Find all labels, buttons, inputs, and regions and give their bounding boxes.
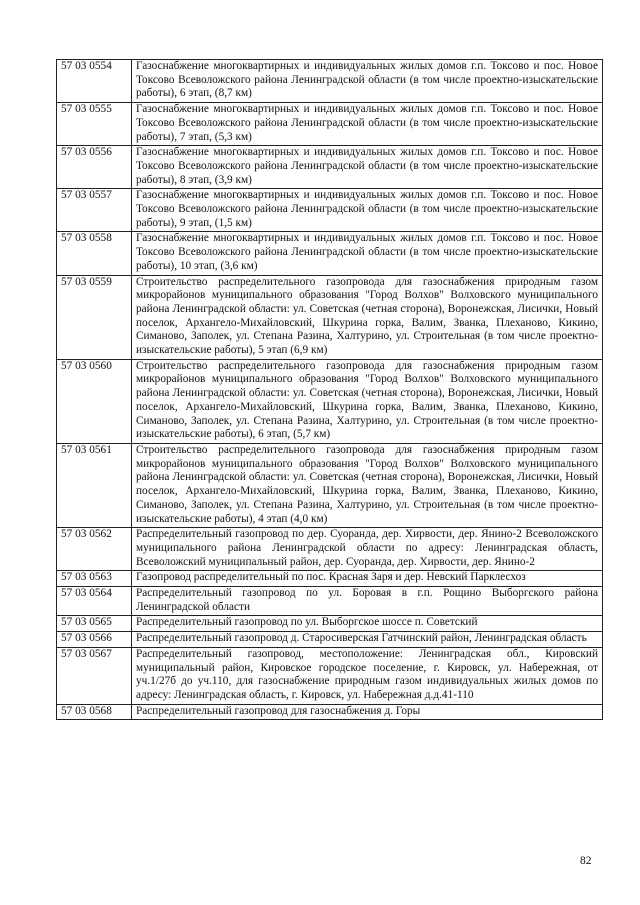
row-description: Газоснабжение многоквартирных и индивидуальных жилых домов г.п. Токсово и пос. Новое Токсово Всеволожского района Ленинградской области (в том числе проектно-изыскательские работы), 10 этап, (3,6 км) — [132, 232, 603, 275]
row-description: Распределительный газопровод для газоснабжения д. Горы — [132, 704, 603, 720]
row-code: 57 03 0554 — [57, 60, 132, 103]
table-row — [57, 146, 603, 189]
row-code: 57 03 0563 — [57, 571, 132, 587]
row-description: Газоснабжение многоквартирных и индивидуальных жилых домов г.п. Токсово и пос. Новое Токсово Всеволожского района Ленинградской области (в том числе проектно-изыскательские работы), 9 этап, (1,5 км) — [132, 189, 603, 232]
row-code: 57 03 0559 — [57, 275, 132, 359]
code-table — [56, 59, 603, 720]
table-row — [57, 189, 603, 232]
table-row — [57, 528, 603, 571]
row-code: 57 03 0566 — [57, 632, 132, 648]
row-code: 57 03 0561 — [57, 443, 132, 527]
row-description: Распределительный газопровод по ул. Выборгское шоссе п. Советский — [132, 616, 603, 632]
row-code: 57 03 0556 — [57, 146, 132, 189]
row-description: Распределительный газопровод по ул. Боровая в г.п. Рощино Выборгского района Ленинградской области — [132, 587, 603, 616]
table-row — [57, 103, 603, 146]
table-row — [57, 60, 603, 103]
row-code: 57 03 0558 — [57, 232, 132, 275]
table-row — [57, 232, 603, 275]
table-row — [57, 359, 603, 443]
row-code: 57 03 0565 — [57, 616, 132, 632]
row-description: Строительство распределительного газопровода для газоснабжения природным газом микрорайонов муниципального образования "Город Волхов" Волховского муниципального района Ленинградской области: ул. Советская (четная сторона), Воронежская, Лисички, Новый поселок, Архангело-Михайловский, Шкурина горка, Валим, Званка, Плеханово, Кикино, Симаново, Заполек, ул. Степана Разина, Халтурино, ул. Строительная (в том числе проектно-изыскательские работы), 4 этап (4,0 км) — [132, 443, 603, 527]
table-row — [57, 616, 603, 632]
row-code: 57 03 0557 — [57, 189, 132, 232]
table-row — [57, 571, 603, 587]
row-code: 57 03 0555 — [57, 103, 132, 146]
table-row — [57, 587, 603, 616]
row-description: Газоснабжение многоквартирных и индивидуальных жилых домов г.п. Токсово и пос. Новое Токсово Всеволожского района Ленинградской области (в том числе проектно-изыскательские работы), 7 этап, (5,3 км) — [132, 103, 603, 146]
row-code: 57 03 0562 — [57, 528, 132, 571]
row-code: 57 03 0567 — [57, 647, 132, 704]
table-row — [57, 443, 603, 527]
row-description: Распределительный газопровод д. Старосиверская Гатчинский район, Ленинградская область — [132, 632, 603, 648]
row-description: Распределительный газопровод, местоположение: Ленинградская обл., Кировский муниципальный район, Кировское городское поселение, г. Кировск, ул. Набережная, от уч.1/27б до уч.110, для газоснабжение природным газом индивидуальных жилых домов по адресу: Ленинградская область, г. Кировск, ул. Набережная д.д.41-110 — [132, 647, 603, 704]
row-description: Строительство распределительного газопровода для газоснабжения природным газом микрорайонов муниципального образования "Город Волхов" Волховского муниципального района Ленинградской области: ул. Советская (четная сторона), Воронежская, Лисички, Новый поселок, Архангело-Михайловский, Шкурина горка, Валим, Званка, Плеханово, Кикино, Симаново, Заполек, ул. Степана Разина, Халтурино, ул. Строительная (в том числе проектно-изыскательские работы), 5 этап (6,9 км) — [132, 275, 603, 359]
table-row — [57, 704, 603, 720]
row-description: Газоснабжение многоквартирных и индивидуальных жилых домов г.п. Токсово и пос. Новое Токсово Всеволожского района Ленинградской области (в том числе проектно-изыскательские работы), 8 этап, (3,9 км) — [132, 146, 603, 189]
row-code: 57 03 0568 — [57, 704, 132, 720]
table-row — [57, 275, 603, 359]
page-number: 82 — [580, 855, 592, 867]
row-description: Газопровод распределительный по пос. Красная Заря и дер. Невский Парклесхоз — [132, 571, 603, 587]
row-description: Распределительный газопровод по дер. Суоранда, дер. Хирвости, дер. Янино-2 Всеволожского муниципального района Ленинградской области по адресу: Ленинградская область, Всеволожский муниципальный район, дер. Суоранда, дер. Хирвости, дер. Янино-2 — [132, 528, 603, 571]
row-code: 57 03 0564 — [57, 587, 132, 616]
table-row — [57, 632, 603, 648]
table-row — [57, 647, 603, 704]
row-code: 57 03 0560 — [57, 359, 132, 443]
code-table-body — [57, 60, 603, 720]
row-description: Газоснабжение многоквартирных и индивидуальных жилых домов г.п. Токсово и пос. Новое Токсово Всеволожского района Ленинградской области (в том числе проектно-изыскательские работы), 6 этап, (8,7 км) — [132, 60, 603, 103]
row-description: Строительство распределительного газопровода для газоснабжения природным газом микрорайонов муниципального образования "Город Волхов" Волховского муниципального района Ленинградской области: ул. Советская (четная сторона), Воронежская, Лисички, Новый поселок, Архангело-Михайловский, Шкурина горка, Валим, Званка, Плеханово, Кикино, Симаново, Заполек, ул. Степана Разина, Халтурино, ул. Строительная (в том числе проектно-изыскательские работы), 6 этап, (5,7 км) — [132, 359, 603, 443]
